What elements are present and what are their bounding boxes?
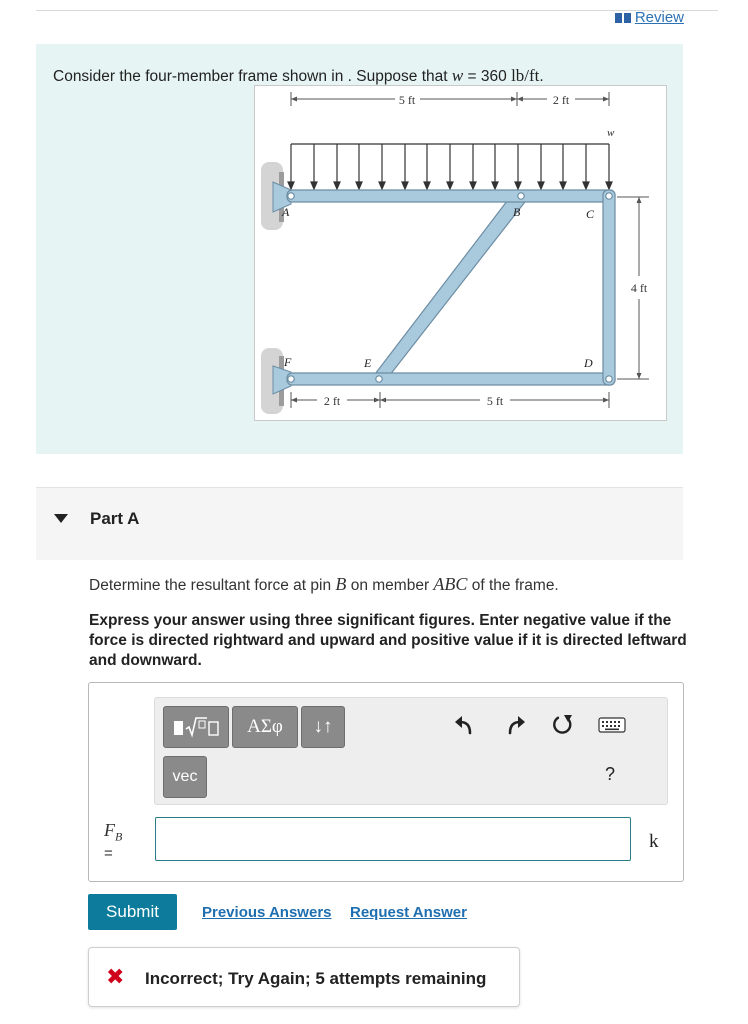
templates-icon (171, 714, 221, 740)
label-A: A (282, 205, 290, 219)
subscript-arrows-icon: ↓↑ (313, 716, 333, 737)
keyboard-button[interactable] (598, 712, 626, 738)
templates-button[interactable] (163, 706, 229, 748)
dim-right: 4 ft (630, 281, 648, 295)
label-D: D (584, 356, 593, 370)
feedback-message: Incorrect; Try Again; 5 attempts remaining (145, 969, 487, 988)
frame-members (287, 190, 615, 385)
vec-label: vec (172, 768, 198, 785)
label-w: w (607, 127, 615, 139)
frame-diagram (255, 86, 666, 420)
math-toolbar (154, 697, 668, 805)
frame-figure (254, 85, 667, 421)
keyboard-icon (598, 712, 626, 738)
feedback-box (88, 947, 520, 1007)
subscript-button[interactable] (301, 706, 345, 748)
dim-bottom-right: 5 ft (486, 394, 504, 408)
review-label: Review (634, 9, 684, 26)
distributed-load-arrows (288, 144, 612, 189)
dim-top-left: 5 ft (398, 93, 416, 107)
question-text (89, 574, 689, 595)
error-x-icon: ✖ (106, 964, 125, 989)
part-a-header[interactable] (36, 487, 683, 560)
reset-icon (550, 712, 576, 738)
label-B: B (513, 205, 521, 219)
redo-icon (502, 712, 528, 738)
label-F: F (284, 355, 292, 369)
problem-text-prefix: Consider the four-member frame shown in . Suppose that (53, 68, 452, 85)
greek-button[interactable] (232, 706, 298, 748)
reset-button[interactable] (550, 712, 576, 738)
collapse-triangle-icon[interactable] (54, 514, 68, 523)
question-mid: on member (346, 577, 434, 594)
w-symbol: w (451, 66, 464, 85)
answer-equals: = (104, 845, 113, 862)
problem-panel (36, 44, 683, 454)
label-C: C (586, 207, 595, 221)
answer-unit: k (649, 831, 659, 852)
problem-equals-value: = 360 (463, 68, 512, 85)
problem-unit: lb/ft (511, 66, 540, 85)
dim-top-right: 2 ft (552, 93, 570, 107)
answer-var-letter: F (104, 820, 115, 840)
question-member: ABC (433, 574, 468, 594)
previous-answers-link[interactable]: Previous Answers (202, 904, 332, 921)
greek-icon: ΑΣφ (247, 716, 283, 737)
answer-input[interactable] (155, 817, 631, 861)
undo-icon (452, 712, 478, 738)
help-icon[interactable]: ? (605, 764, 616, 784)
wall-supports (261, 162, 291, 414)
answer-var-subscript: B (115, 829, 123, 844)
dim-bottom-left: 2 ft (323, 394, 341, 408)
label-E: E (364, 356, 372, 370)
question-suffix: of the frame. (467, 577, 559, 594)
review-link[interactable] (615, 9, 684, 26)
question-pin: B (335, 574, 347, 594)
answer-panel (88, 682, 684, 882)
problem-period: . (539, 68, 544, 85)
part-label: Part A (90, 509, 140, 528)
problem-statement (53, 66, 544, 86)
instructions: Express your answer using three significant figures. Enter negative value if the force is directed rightward and upward and positive value if it is directed leftward and downward. (89, 612, 687, 669)
question-prefix: Determine the resultant force at pin (89, 577, 336, 594)
undo-button[interactable] (452, 712, 478, 738)
redo-button[interactable] (502, 712, 528, 738)
answer-variable (104, 820, 122, 845)
submit-button[interactable]: Submit (88, 894, 177, 930)
book-icon (615, 13, 631, 23)
request-answer-link[interactable]: Request Answer (350, 904, 467, 921)
vec-button[interactable] (163, 756, 207, 798)
